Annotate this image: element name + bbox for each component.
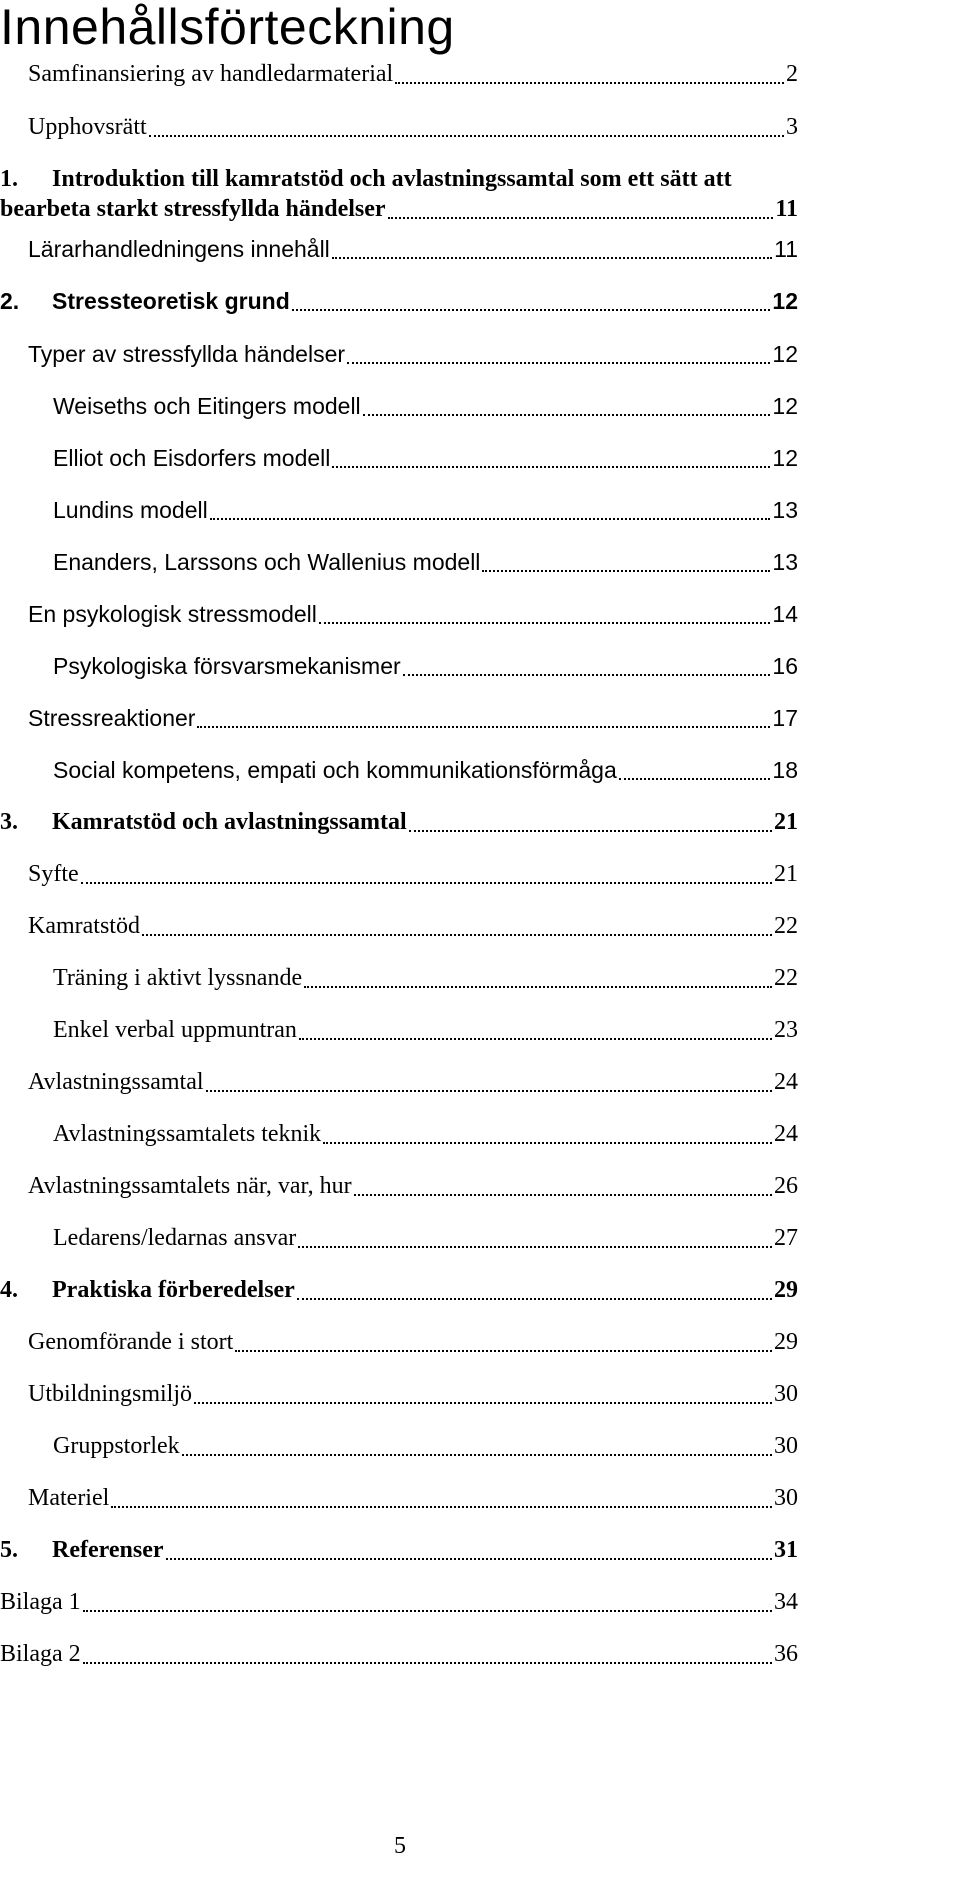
dot-leader	[363, 413, 771, 416]
toc-entry-title: Gruppstorlek	[53, 1433, 180, 1459]
toc-entry-page: 14	[772, 601, 798, 627]
dot-leader	[149, 134, 784, 137]
toc-entry[interactable]	[0, 802, 798, 842]
toc-entry-page: 11	[775, 196, 798, 222]
toc-entry-title: Upphovsrätt	[28, 114, 147, 140]
dot-leader	[354, 1193, 772, 1196]
toc-entry[interactable]	[53, 1218, 798, 1258]
toc-entry-title: Lundins modell	[53, 497, 208, 523]
dot-leader	[332, 465, 770, 468]
toc-entry-title: Bilaga 1	[0, 1589, 81, 1615]
toc-entry[interactable]	[28, 906, 798, 946]
toc-entry-title-continued: bearbeta starkt stressfyllda händelser	[0, 196, 386, 222]
toc-entry-page: 23	[774, 1017, 798, 1043]
toc-entry-title: Stressteoretisk grund	[52, 288, 290, 314]
toc-entry[interactable]	[53, 490, 798, 530]
toc-entry-number: 1.	[0, 166, 18, 192]
toc-entry-page: 12	[772, 288, 798, 314]
toc-entry-page: 13	[772, 549, 798, 575]
toc-entry-page: 24	[774, 1121, 798, 1147]
toc-entry-title: Typer av stressfyllda händelser	[28, 341, 346, 367]
toc-entry-page: 34	[774, 1589, 798, 1615]
toc-entry[interactable]	[28, 1322, 798, 1362]
toc-entry-title: Avlastningssamtalets när, var, hur	[28, 1173, 352, 1199]
toc-entry-title: Weiseths och Eitingers modell	[53, 393, 361, 419]
dot-leader	[81, 881, 772, 884]
toc-entry-page: 22	[774, 965, 798, 991]
toc-entry-page: 11	[774, 236, 798, 262]
dot-leader	[298, 1245, 772, 1248]
toc-entry-title: Enanders, Larssons och Wallenius modell	[53, 549, 481, 575]
toc-entry-title: Referenser	[52, 1537, 164, 1563]
toc-entry[interactable]	[53, 1010, 798, 1050]
dot-leader	[182, 1453, 772, 1456]
toc-entry[interactable]	[0, 1634, 798, 1674]
toc-entry[interactable]	[53, 1114, 798, 1154]
toc-entry[interactable]	[28, 334, 798, 374]
toc-entry[interactable]	[0, 1582, 798, 1622]
toc-entry-title: Bilaga 2	[0, 1641, 81, 1667]
toc-entry[interactable]	[53, 1426, 798, 1466]
toc-entry[interactable]	[28, 1062, 798, 1102]
toc-entry-page: 30	[774, 1485, 798, 1511]
toc-entry[interactable]	[53, 542, 798, 582]
page-number: 5	[394, 1833, 406, 1859]
toc-entry[interactable]	[0, 1270, 798, 1310]
dot-leader	[482, 569, 770, 572]
page-title: Innehållsförteckning	[0, 0, 455, 55]
toc-entry-page: 30	[774, 1381, 798, 1407]
toc-entry-page: 12	[772, 393, 798, 419]
dot-leader	[619, 777, 771, 780]
toc-entry[interactable]	[53, 750, 798, 790]
toc-entry-title: Genomförande i stort	[28, 1329, 234, 1355]
dot-leader	[235, 1349, 772, 1352]
toc-entry-number: 5.	[0, 1537, 18, 1563]
toc-entry-title: Enkel verbal uppmuntran	[53, 1017, 297, 1043]
toc-entry-page: 3	[786, 114, 798, 140]
toc-entry[interactable]	[28, 854, 798, 894]
toc-entry-number: 2.	[0, 288, 20, 314]
toc-entry-title: Utbildningsmiljö	[28, 1381, 193, 1407]
dot-leader	[332, 256, 772, 259]
dot-leader	[166, 1557, 773, 1560]
toc-entry-page: 2	[786, 61, 798, 87]
dot-leader	[403, 673, 771, 676]
toc-entry[interactable]	[28, 1374, 798, 1414]
dot-leader	[197, 725, 770, 728]
toc-entry-page: 24	[774, 1069, 798, 1095]
dot-leader	[83, 1609, 772, 1612]
toc-entry[interactable]	[28, 229, 798, 269]
toc-entry-title: Ledarens/ledarnas ansvar	[53, 1225, 297, 1251]
dot-leader	[297, 1297, 772, 1300]
toc-entry-title: En psykologisk stressmodell	[28, 601, 317, 627]
toc-entry-page: 36	[774, 1641, 798, 1667]
toc-entry[interactable]	[53, 646, 798, 686]
toc-entry[interactable]	[28, 107, 798, 147]
dot-leader	[206, 1089, 772, 1092]
toc-entry-page: 13	[772, 497, 798, 523]
toc-entry-title: Elliot och Eisdorfers modell	[53, 445, 331, 471]
toc-entry-page: 26	[774, 1173, 798, 1199]
toc-entry[interactable]	[28, 54, 798, 94]
dot-leader	[304, 985, 772, 988]
toc-entry[interactable]	[28, 594, 798, 634]
toc-entry-title: Lärarhandledningens innehåll	[28, 236, 330, 262]
toc-entry-title: Materiel	[28, 1485, 110, 1511]
toc-entry-title: Kamratstöd	[28, 913, 140, 939]
toc-entry[interactable]	[53, 438, 798, 478]
toc-entry-page: 31	[774, 1537, 798, 1563]
dot-leader	[395, 81, 784, 84]
toc-entry-title: Social kompetens, empati och kommunikationsförmåga	[53, 757, 617, 783]
dot-leader	[210, 517, 771, 520]
dot-leader	[409, 829, 772, 832]
dot-leader	[194, 1401, 772, 1404]
toc-entry-page: 30	[774, 1433, 798, 1459]
toc-entry-title: Avlastningssamtalets teknik	[53, 1121, 322, 1147]
toc-entry-title: Träning i aktivt lyssnande	[53, 965, 303, 991]
toc-entry[interactable]	[28, 1478, 798, 1518]
toc-entry-page: 16	[772, 653, 798, 679]
toc-entry-page: 22	[774, 913, 798, 939]
toc-entry[interactable]	[53, 958, 798, 998]
dot-leader	[292, 308, 771, 311]
toc-entry-page: 29	[774, 1329, 798, 1355]
toc-entry-number: 3.	[0, 809, 18, 835]
toc-entry-title: Introduktion till kamratstöd och avlastningssamtal som ett sätt att	[52, 166, 732, 192]
toc-entry[interactable]	[0, 1530, 798, 1570]
toc-entry-page: 12	[772, 445, 798, 471]
dot-leader	[111, 1505, 772, 1508]
toc-entry[interactable]	[0, 281, 798, 321]
toc-entry-page: 17	[772, 705, 798, 731]
dot-leader	[323, 1141, 772, 1144]
dot-leader	[388, 216, 774, 219]
toc-entry-page: 21	[774, 861, 798, 887]
toc-entry-title: Psykologiska försvarsmekanismer	[53, 653, 401, 679]
toc-entry-title: Samfinansiering av handledarmaterial	[28, 61, 394, 87]
toc-entry-number: 4.	[0, 1277, 18, 1303]
toc-entry[interactable]	[28, 698, 798, 738]
toc-entry-title: Kamratstöd och avlastningssamtal	[52, 809, 407, 835]
dot-leader	[83, 1661, 772, 1664]
dot-leader	[347, 361, 770, 364]
toc-entry-title: Avlastningssamtal	[28, 1069, 204, 1095]
dot-leader	[319, 621, 771, 624]
toc-entry[interactable]	[0, 189, 798, 229]
toc-entry-page: 29	[774, 1277, 798, 1303]
toc-entry-page: 18	[772, 757, 798, 783]
toc-entry-title: Stressreaktioner	[28, 705, 196, 731]
toc-entry-page: 12	[772, 341, 798, 367]
dot-leader	[142, 933, 772, 936]
toc-entry-page: 27	[774, 1225, 798, 1251]
toc-entry-title: Syfte	[28, 861, 79, 887]
dot-leader	[299, 1037, 772, 1040]
toc-entry-page: 21	[774, 809, 798, 835]
toc-entry[interactable]	[53, 386, 798, 426]
toc-entry-title: Praktiska förberedelser	[52, 1277, 295, 1303]
toc-entry[interactable]	[28, 1166, 798, 1206]
